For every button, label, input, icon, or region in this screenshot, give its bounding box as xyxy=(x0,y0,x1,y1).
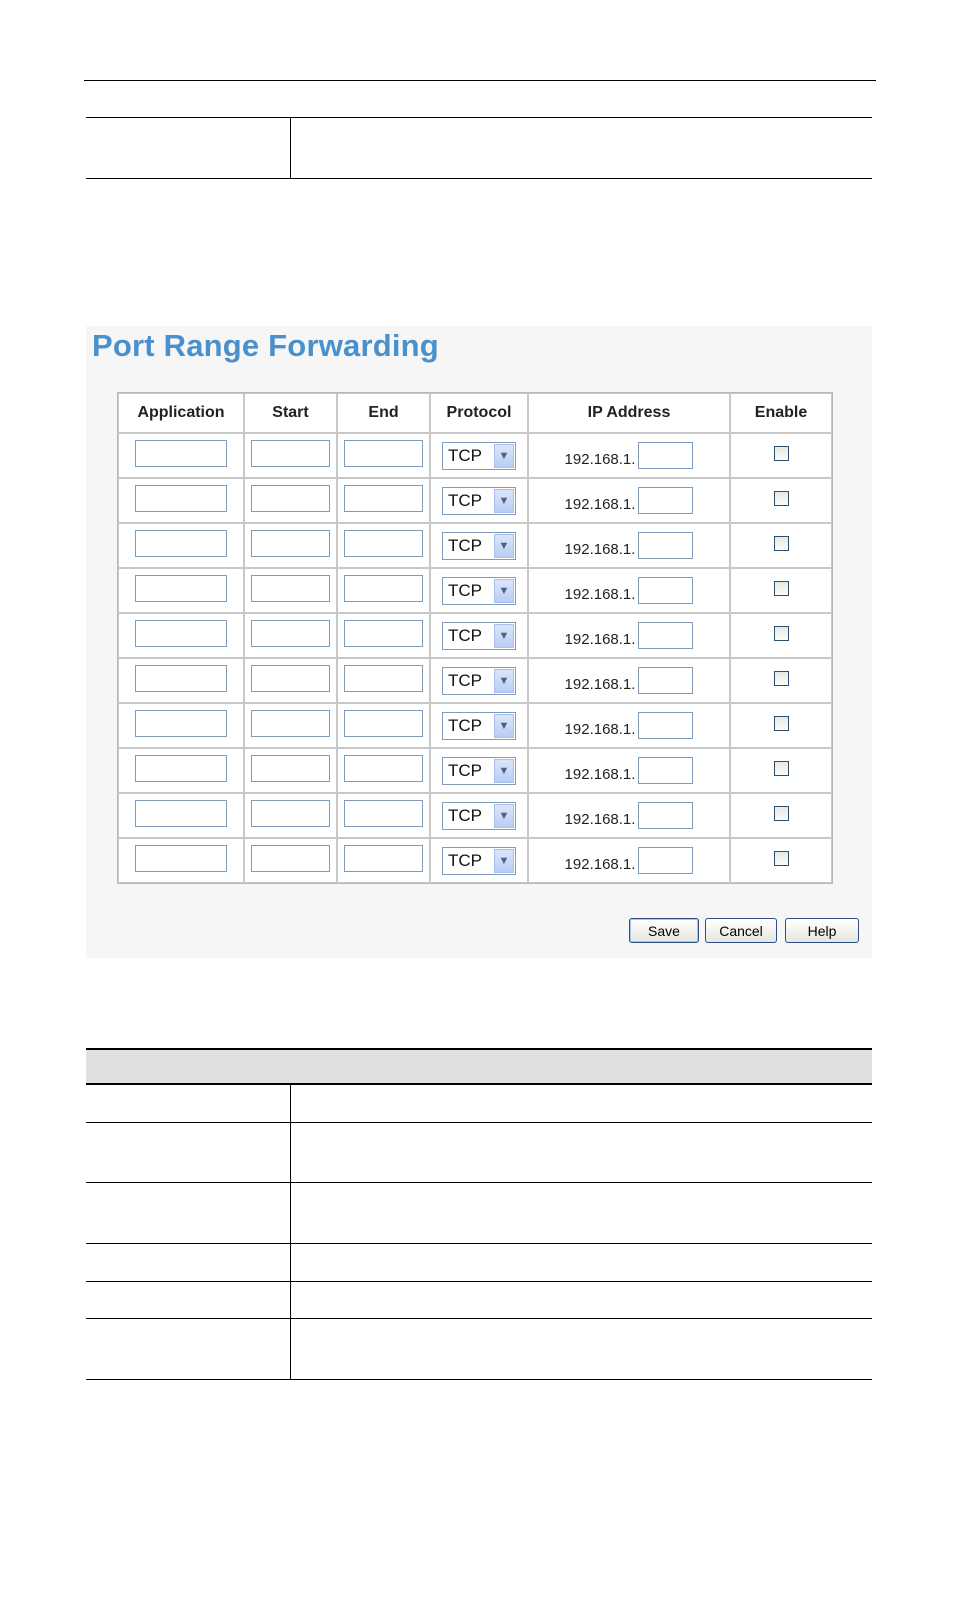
start-cell xyxy=(244,523,337,568)
enable-checkbox[interactable] xyxy=(774,491,789,506)
protocol-value: TCP xyxy=(448,535,482,555)
application-cell xyxy=(118,793,244,838)
column-header-end: End xyxy=(337,393,430,433)
end-port-input[interactable] xyxy=(344,800,423,827)
chevron-down-icon[interactable]: ▼ xyxy=(494,849,514,873)
end-port-input[interactable] xyxy=(344,845,423,872)
enable-checkbox[interactable] xyxy=(774,671,789,686)
table-body xyxy=(118,433,832,883)
end-cell xyxy=(337,613,430,658)
enable-cell xyxy=(730,478,832,523)
end-port-input[interactable] xyxy=(344,710,423,737)
end-cell xyxy=(337,568,430,613)
ip-address-cell xyxy=(528,568,730,613)
start-port-input[interactable] xyxy=(251,530,330,557)
application-cell xyxy=(118,568,244,613)
column-header-enable: Enable xyxy=(730,393,832,433)
ip-prefix: 192.168.1. xyxy=(564,856,636,873)
table-row xyxy=(118,568,832,613)
enable-checkbox[interactable] xyxy=(774,806,789,821)
protocol-value: TCP xyxy=(448,805,482,825)
chevron-down-icon[interactable]: ▼ xyxy=(494,669,514,693)
end-port-input[interactable] xyxy=(344,440,423,467)
application-cell xyxy=(118,748,244,793)
enable-checkbox[interactable] xyxy=(774,536,789,551)
protocol-value: TCP xyxy=(448,850,482,870)
protocol-cell xyxy=(430,838,528,883)
top-doc-table-row xyxy=(86,118,872,179)
bottom-doc-table xyxy=(86,1048,872,1380)
protocol-value: TCP xyxy=(448,760,482,780)
ip-last-octet-input[interactable] xyxy=(638,442,693,469)
start-cell xyxy=(244,703,337,748)
enable-checkbox[interactable] xyxy=(774,716,789,731)
end-port-input[interactable] xyxy=(344,485,423,512)
chevron-down-icon[interactable]: ▼ xyxy=(494,489,514,513)
enable-checkbox[interactable] xyxy=(774,851,789,866)
start-port-input[interactable] xyxy=(251,485,330,512)
table-row xyxy=(118,523,832,568)
enable-cell xyxy=(730,523,832,568)
application-input[interactable] xyxy=(135,620,227,647)
protocol-select[interactable] xyxy=(442,667,516,695)
protocol-select[interactable] xyxy=(442,442,516,470)
enable-checkbox[interactable] xyxy=(774,581,789,596)
end-cell xyxy=(337,658,430,703)
ip-last-octet-input[interactable] xyxy=(638,622,693,649)
table-row xyxy=(86,1282,872,1319)
start-cell xyxy=(244,658,337,703)
start-port-input[interactable] xyxy=(251,575,330,602)
application-cell xyxy=(118,433,244,478)
end-cell xyxy=(337,703,430,748)
ip-prefix: 192.168.1. xyxy=(564,451,636,468)
application-input[interactable] xyxy=(135,485,227,512)
column-divider xyxy=(290,118,291,178)
column-header-ip-address: IP Address xyxy=(528,393,730,433)
start-port-input[interactable] xyxy=(251,755,330,782)
column-divider xyxy=(290,1123,291,1182)
ip-address-cell xyxy=(528,703,730,748)
table-row xyxy=(118,433,832,478)
ip-prefix: 192.168.1. xyxy=(564,721,636,738)
application-cell xyxy=(118,613,244,658)
ip-last-octet-input[interactable] xyxy=(638,667,693,694)
column-divider xyxy=(290,1085,291,1122)
protocol-cell xyxy=(430,523,528,568)
protocol-select[interactable] xyxy=(442,757,516,785)
protocol-cell xyxy=(430,478,528,523)
enable-cell xyxy=(730,793,832,838)
ip-last-octet-input[interactable] xyxy=(638,577,693,604)
ip-address-cell xyxy=(528,838,730,883)
start-port-input[interactable] xyxy=(251,800,330,827)
enable-cell xyxy=(730,658,832,703)
column-header-application: Application xyxy=(118,393,244,433)
end-port-input[interactable] xyxy=(344,755,423,782)
table-row xyxy=(118,838,832,883)
table-row xyxy=(118,748,832,793)
chevron-down-icon[interactable]: ▼ xyxy=(494,579,514,603)
protocol-select[interactable] xyxy=(442,487,516,515)
ip-prefix: 192.168.1. xyxy=(564,811,636,828)
ip-address-cell xyxy=(528,658,730,703)
end-port-input[interactable] xyxy=(344,530,423,557)
protocol-value: TCP xyxy=(448,715,482,735)
ip-last-octet-input[interactable] xyxy=(638,487,693,514)
application-input[interactable] xyxy=(135,800,227,827)
start-port-input[interactable] xyxy=(251,710,330,737)
column-divider xyxy=(290,1183,291,1243)
table-row xyxy=(86,1319,872,1380)
ip-prefix: 192.168.1. xyxy=(564,496,636,513)
table-row xyxy=(118,613,832,658)
table-row xyxy=(86,1085,872,1123)
start-cell xyxy=(244,748,337,793)
chevron-down-icon[interactable]: ▼ xyxy=(494,714,514,738)
protocol-select[interactable] xyxy=(442,712,516,740)
start-cell xyxy=(244,568,337,613)
start-cell xyxy=(244,838,337,883)
enable-cell xyxy=(730,838,832,883)
protocol-select[interactable] xyxy=(442,622,516,650)
application-cell xyxy=(118,478,244,523)
enable-cell xyxy=(730,433,832,478)
chevron-down-icon[interactable]: ▼ xyxy=(494,804,514,828)
protocol-value: TCP xyxy=(448,625,482,645)
enable-cell xyxy=(730,613,832,658)
table-row xyxy=(86,1123,872,1183)
column-header-protocol: Protocol xyxy=(430,393,528,433)
protocol-value: TCP xyxy=(448,445,482,465)
chevron-down-icon[interactable]: ▼ xyxy=(494,534,514,558)
application-input[interactable] xyxy=(135,440,227,467)
ip-prefix: 192.168.1. xyxy=(564,676,636,693)
protocol-select[interactable] xyxy=(442,847,516,875)
start-cell xyxy=(244,433,337,478)
chevron-down-icon[interactable]: ▼ xyxy=(494,759,514,783)
protocol-cell xyxy=(430,658,528,703)
application-input[interactable] xyxy=(135,755,227,782)
table-header-row xyxy=(118,393,832,433)
ip-prefix: 192.168.1. xyxy=(564,586,636,603)
protocol-select[interactable] xyxy=(442,532,516,560)
ip-address-cell xyxy=(528,748,730,793)
application-input[interactable] xyxy=(135,710,227,737)
application-input[interactable] xyxy=(135,845,227,872)
cancel-button[interactable]: Cancel xyxy=(705,918,777,943)
ip-last-octet-input[interactable] xyxy=(638,712,693,739)
application-input[interactable] xyxy=(135,665,227,692)
application-cell xyxy=(118,703,244,748)
start-port-input[interactable] xyxy=(251,845,330,872)
column-divider xyxy=(290,1244,291,1281)
end-cell xyxy=(337,793,430,838)
ip-address-cell xyxy=(528,523,730,568)
protocol-select[interactable] xyxy=(442,577,516,605)
application-cell xyxy=(118,838,244,883)
save-button[interactable]: Save xyxy=(629,918,699,943)
ip-last-octet-input[interactable] xyxy=(638,532,693,559)
start-port-input[interactable] xyxy=(251,665,330,692)
start-cell xyxy=(244,478,337,523)
application-input[interactable] xyxy=(135,575,227,602)
start-cell xyxy=(244,793,337,838)
ip-address-cell xyxy=(528,478,730,523)
ip-prefix: 192.168.1. xyxy=(564,631,636,648)
table-row xyxy=(118,703,832,748)
help-button[interactable]: Help xyxy=(785,918,859,943)
protocol-cell xyxy=(430,568,528,613)
chevron-down-icon[interactable]: ▼ xyxy=(494,624,514,648)
table-row xyxy=(86,1183,872,1244)
ip-address-cell xyxy=(528,433,730,478)
end-cell xyxy=(337,478,430,523)
top-doc-table xyxy=(86,117,872,179)
column-divider xyxy=(290,1282,291,1318)
enable-cell xyxy=(730,748,832,793)
protocol-cell xyxy=(430,433,528,478)
protocol-cell xyxy=(430,613,528,658)
enable-checkbox[interactable] xyxy=(774,761,789,776)
table-row xyxy=(118,658,832,703)
protocol-value: TCP xyxy=(448,490,482,510)
enable-checkbox[interactable] xyxy=(774,626,789,641)
chevron-down-icon[interactable]: ▼ xyxy=(494,444,514,468)
column-header-start: Start xyxy=(244,393,337,433)
ip-address-cell xyxy=(528,613,730,658)
enable-checkbox[interactable] xyxy=(774,446,789,461)
ip-last-octet-input[interactable] xyxy=(638,757,693,784)
start-cell xyxy=(244,613,337,658)
port-range-forwarding-table xyxy=(117,392,833,884)
protocol-value: TCP xyxy=(448,670,482,690)
screen-title: Port Range Forwarding xyxy=(92,328,439,363)
application-input[interactable] xyxy=(135,530,227,557)
end-port-input[interactable] xyxy=(344,620,423,647)
application-cell xyxy=(118,523,244,568)
application-cell xyxy=(118,658,244,703)
protocol-value: TCP xyxy=(448,580,482,600)
enable-cell xyxy=(730,703,832,748)
protocol-cell xyxy=(430,703,528,748)
protocol-cell xyxy=(430,793,528,838)
enable-cell xyxy=(730,568,832,613)
table-row xyxy=(86,1244,872,1282)
ip-prefix: 192.168.1. xyxy=(564,766,636,783)
ip-address-cell xyxy=(528,793,730,838)
end-cell xyxy=(337,748,430,793)
page-header-rule xyxy=(84,80,876,81)
start-port-input[interactable] xyxy=(251,620,330,647)
port-range-forwarding-screen xyxy=(86,326,872,958)
end-port-input[interactable] xyxy=(344,575,423,602)
ip-last-octet-input[interactable] xyxy=(638,802,693,829)
column-divider xyxy=(290,1319,291,1379)
ip-prefix: 192.168.1. xyxy=(564,541,636,558)
protocol-select[interactable] xyxy=(442,802,516,830)
end-port-input[interactable] xyxy=(344,665,423,692)
end-cell xyxy=(337,838,430,883)
start-port-input[interactable] xyxy=(251,440,330,467)
end-cell xyxy=(337,433,430,478)
end-cell xyxy=(337,523,430,568)
table-row xyxy=(118,478,832,523)
table-header-band xyxy=(86,1048,872,1085)
protocol-cell xyxy=(430,748,528,793)
ip-last-octet-input[interactable] xyxy=(638,847,693,874)
table-row xyxy=(118,793,832,838)
